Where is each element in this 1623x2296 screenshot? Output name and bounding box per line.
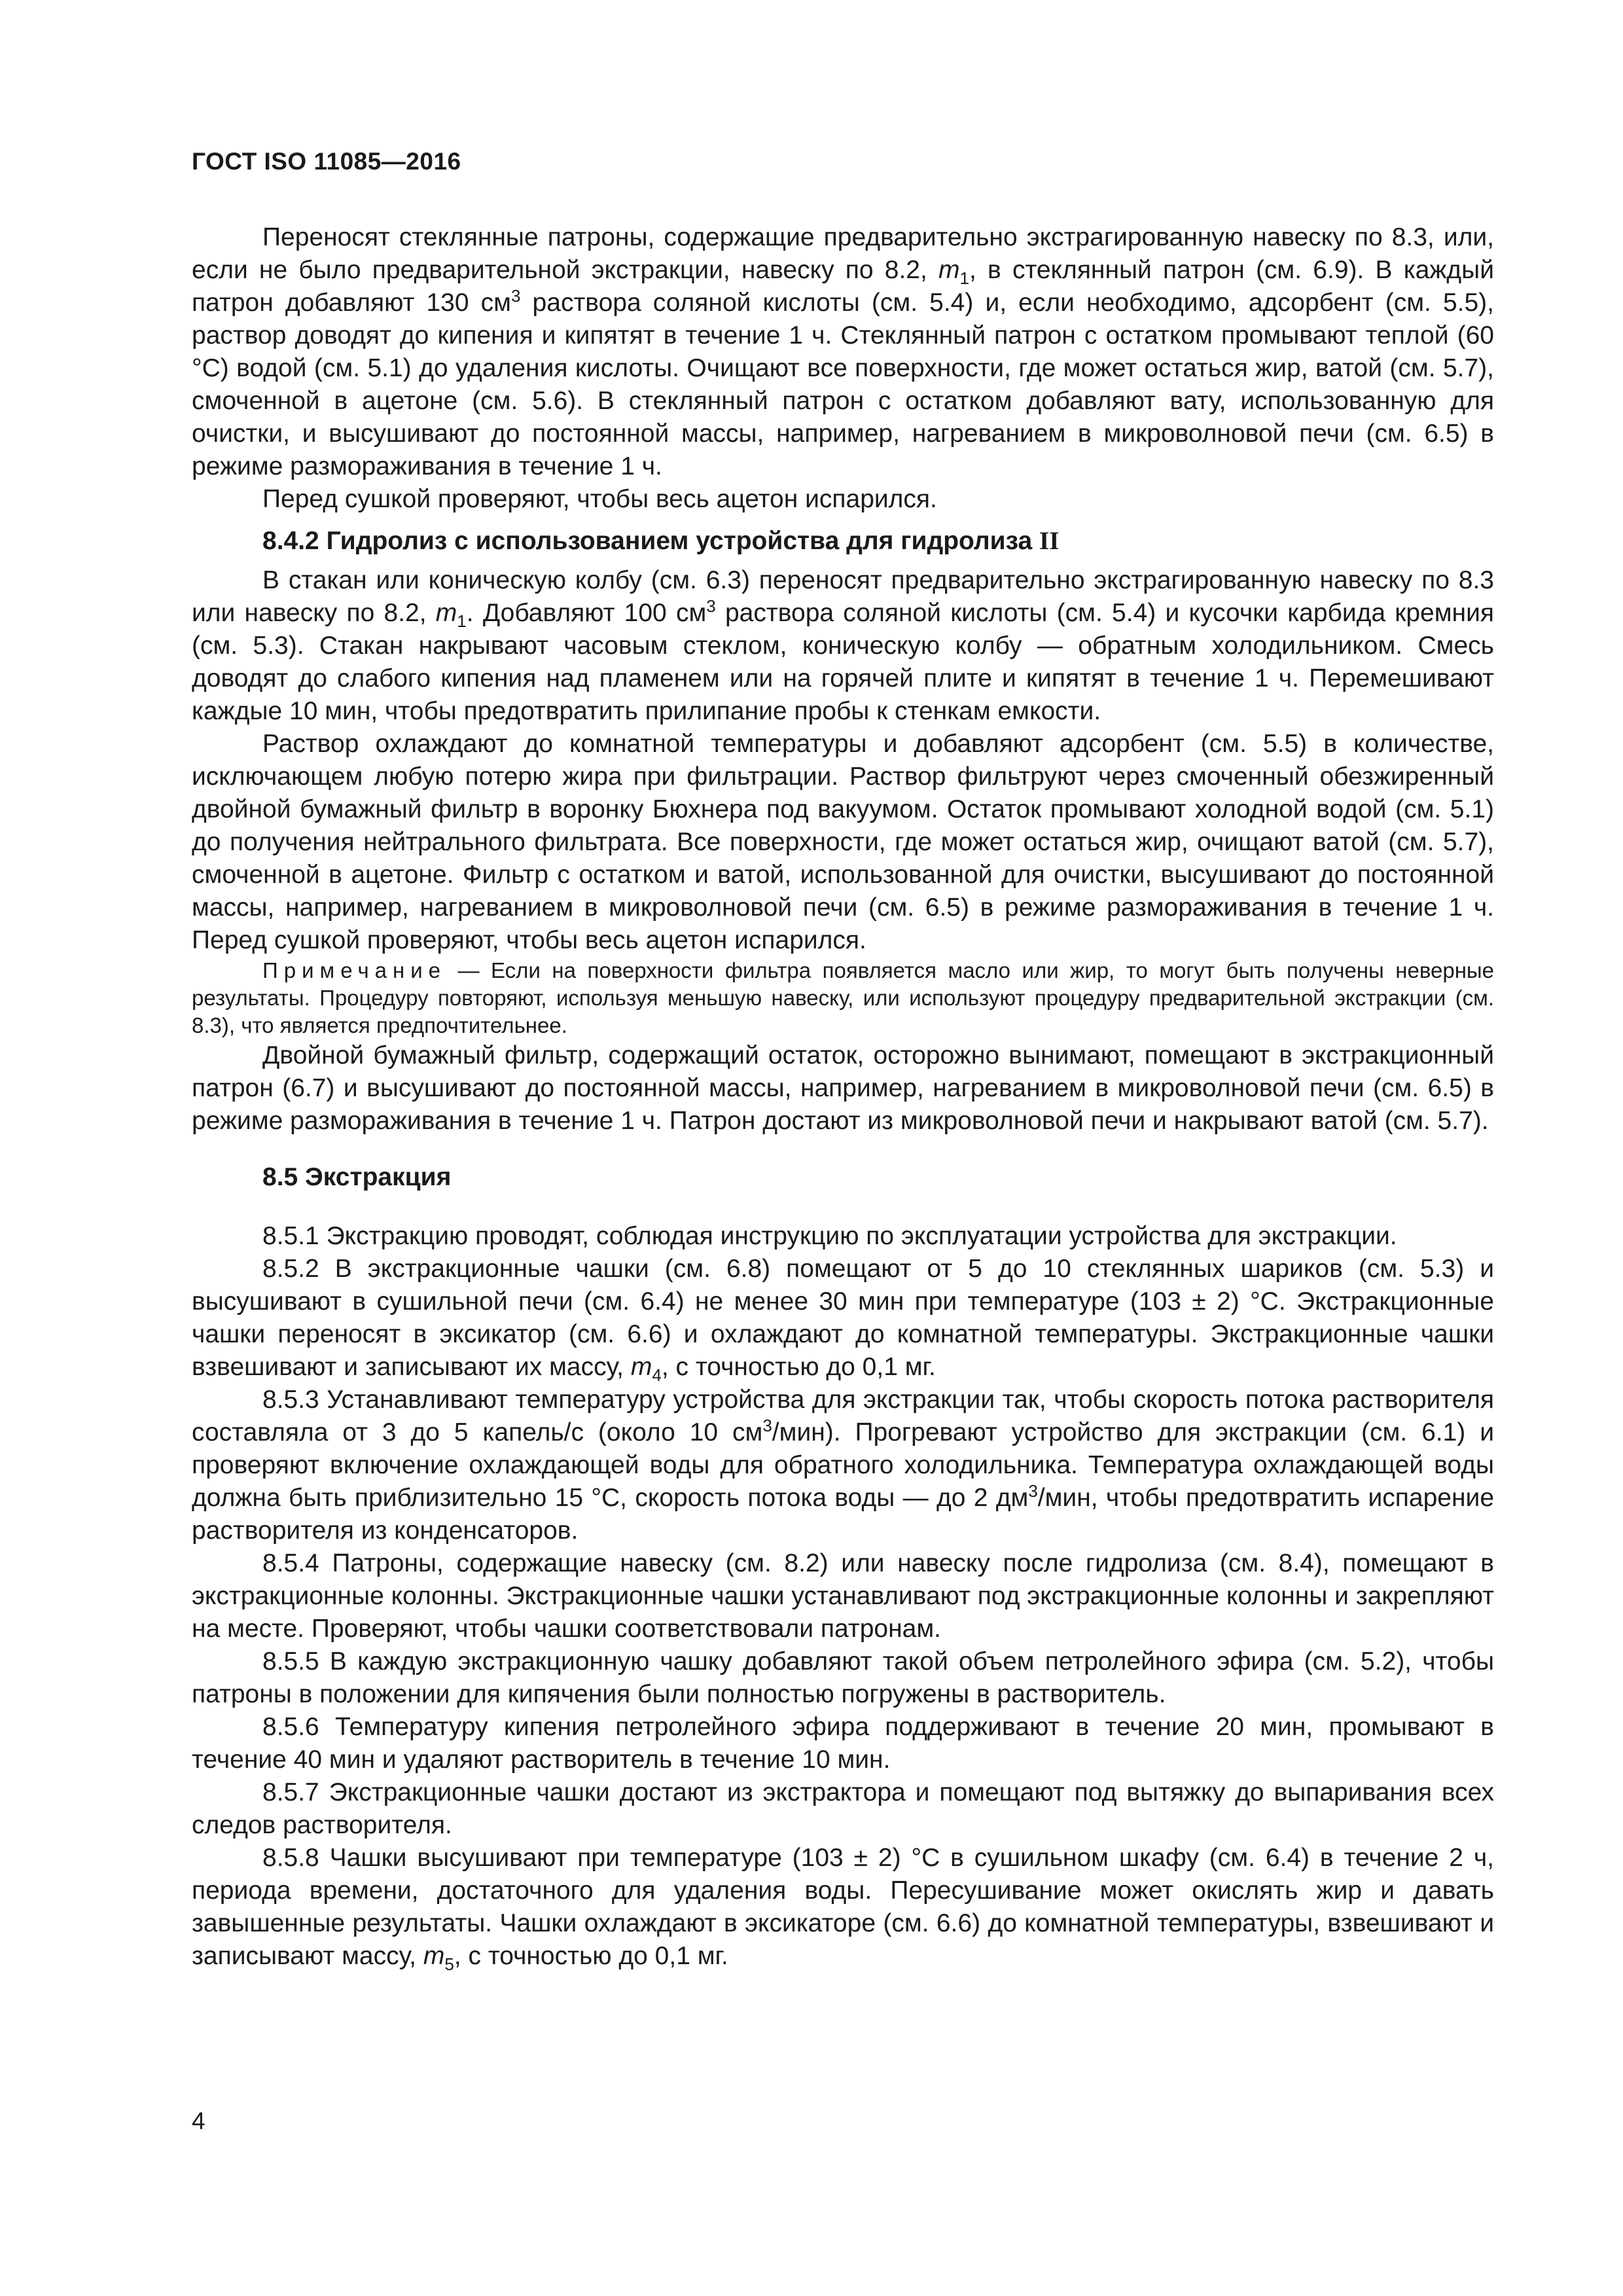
mass-variable: m [423, 1942, 445, 1970]
document-page [192, 0, 1494, 2296]
paragraph-841-hydrolysis: Переносят стеклянные патроны, содержащие предварительно экстрагированную навеску по 8.3, или, если не было предварительной экстракции, навеску по 8.2, $m_1$, в стеклянный патрон (см. 6.9). В каждый патрон добавляют 130 $см^3$ раствора соляной кислоты (см. 5.4) и, если необходимо, адсорбент (см. 5.5), раствор доводят до кипения и кипятят в течение 1 ч. Стеклянный патрон с остатком промывают теплой (60 °C) водой (см. 5.1) до удаления кислоты. Очищают все поверхности, где может остаться жир, ватой (см. 5.7), смоченной в ацетоне (см. 5.6). В стеклянный патрон с остатком добавляют вату, использованную для очистки, и высушивают до постоянной массы, например, нагреванием в микроволновой печи (см. 6.5) в режиме размораживания в течение 1 ч. [192, 223, 1495, 480]
section-heading-85: 8.5 Экстракция [262, 1163, 452, 1191]
paragraph-852: 8.5.2 В экстракционные чашки (см. 6.8) помещают от 5 до 10 стеклянных шариков (см. 5.3) и высушивают в сушильной печи (см. 6.4) не менее 30 мин при температуре (103 ± 2) °C. Экстракционные чашки переносят в эксикатор (см. 6.6) и охлаждают до комнатной температуры. Экстракционные чашки взвешивают и записывают их массу, $m_4$, с точностью до 0,1 мг. [192, 1255, 1494, 1385]
roman-numeral: II [1039, 527, 1060, 555]
paragraph-851: 8.5.1 Экстракцию проводят, соблюдая инструкцию по эксплуатации устройства для экстракции. [262, 1222, 1397, 1250]
mass-variable: m [435, 599, 457, 627]
paragraph-842-beaker: В стакан или коническую колбу (см. 6.3) переносят предварительно экстрагированную навеску по 8.3 или навеску по 8.2, $m_1$. Добавляют 100 $см^3$ раствора соляной кислоты (см. 5.4) и кусочки карбида кремния (см. 5.3). Стакан накрывают часовым стеклом, коническую колбу — обратным холодильником. Смесь доводят до слабого кипения над пламенем или на горячей плите и кипятят в течение 1 ч. Перемешивают каждые 10 мин, чтобы предотвратить прилипание пробы к стенкам емкости. [192, 566, 1494, 725]
mass-variable: m [630, 1353, 652, 1381]
paragraph-856: 8.5.6 Температуру кипения петролейного эфира поддерживают в течение 20 мин, промывают в течение 40 мин и удаляют растворитель в течение 10 мин. [192, 1713, 1494, 1774]
paragraph-842-filter-drying: Двойной бумажный фильтр, содержащий остаток, осторожно вынимают, помещают в экстракционный патрон (6.7) и высушивают до постоянной массы, например, нагреванием в микроволновой печи (см. 6.5) в режиме размораживания в течение 1 ч. Патрон достают из микроволновой печи и накрывают ватой (см. 5.7). [192, 1041, 1494, 1135]
note-block [192, 957, 1494, 1039]
paragraph-858: 8.5.8 Чашки высушивают при температуре (103 ± 2) °C в сушильном шкафу (см. 6.4) в течение 2 ч, периода времени, достаточного для удаления воды. Пересушивание может окислять жир и давать завышенные результаты. Чашки охлаждают в эксикаторе (см. 6.6) до комнатной температуры, взвешивают и записывают массу, $m_5$, с точностью до 0,1 мг. [192, 1844, 1494, 1974]
paragraph-853: 8.5.3 Устанавливают температуру устройства для экстракции так, чтобы скорость потока растворителя составляла от 3 до 5 капель/с (около 10 $см^3/мин$). Прогревают устройство для экстракции (см. 6.1) и проверяют включение охлаждающей воды для обратного холодильника. Температура охлаждающей воды должна быть приблизительно 15 °C, скорость потока воды — до 2 $дм^3$/мин, чтобы предотвратить испарение растворителя из конденсаторов. [192, 1386, 1495, 1545]
paragraph-857: 8.5.7 Экстракционные чашки достают из экстрактора и помещают под вытяжку до выпаривания всех следов растворителя. [192, 1778, 1494, 1839]
note-label: Примечание [262, 958, 447, 982]
section-heading-842: 8.4.2 Гидролиз с использованием устройства для гидролиза II [262, 527, 1060, 555]
document-body [192, 221, 1494, 1973]
page-header-title: ГОСТ ISO 11085—2016 [192, 148, 461, 175]
paragraph-acetone-check: Перед сушкой проверяют, чтобы весь ацетон испарился. [262, 485, 937, 513]
paragraph-855: 8.5.5 В каждую экстракционную чашку добавляют такой объем петролейного эфира (см. 5.2), чтобы патроны в положении для кипячения были полностью погружены в растворитель. [192, 1647, 1494, 1708]
paragraph-842-filtration: Раствор охлаждают до комнатной температуры и добавляют адсорбент (см. 5.5) в количестве, исключающем любую потерю жира при фильтрации. Раствор фильтруют через смоченный обезжиренный двойной бумажный фильтр в воронку Бюхнера под вакуумом. Остаток промывают холодной водой (см. 5.1) до получения нейтрального фильтрата. Все поверхности, где может остаться жир, очищают ватой (см. 5.7), смоченной в ацетоне. Фильтр с остатком и ватой, использованной для очистки, высушивают до постоянной массы, например, нагреванием в микроволновой печи (см. 6.5) в режиме размораживания в течение 1 ч. Перед сушкой проверяют, чтобы весь ацетон испарился. [192, 730, 1494, 954]
paragraph-854: 8.5.4 Патроны, содержащие навеску (см. 8.2) или навеску после гидролиза (см. 8.4), помещают в экстракционные колонны. Экстракционные чашки устанавливают под экстракционные колонны и закрепляют на месте. Проверяют, чтобы чашки соответствовали патронам. [192, 1549, 1494, 1643]
mass-variable: m [938, 256, 960, 284]
page-number: 4 [192, 2108, 205, 2134]
note-text: — Если на поверхности фильтра появляется масло или жир, то могут быть получены неверные результаты. Процедуру повторяют, используя меньшую навеску, или используют процедуру предварительной экстракции (см. 8.3), что является предпочтительнее. [192, 958, 1494, 1037]
